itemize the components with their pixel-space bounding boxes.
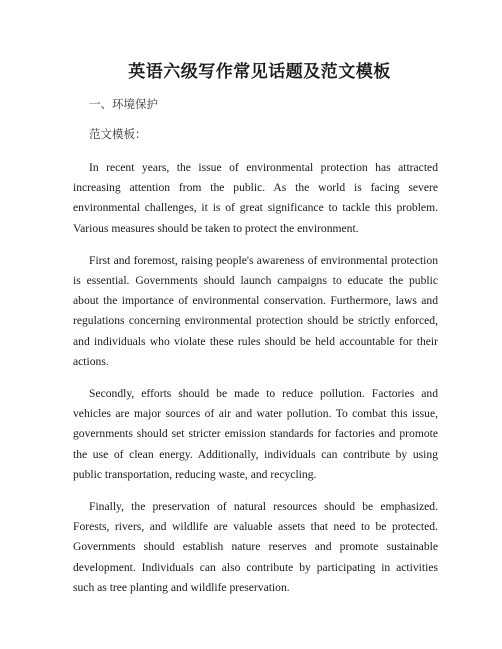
paragraph-2: First and foremost, raising people's awareness of environmental protection is essential. Governments should launch campaigns to educate the public about the importance of environmental conservation. Furthermore, laws and regulations concerning environmental protection should be strictly enforced, and individuals who violate these rules should be held accountable for their actions. <box>73 253 438 368</box>
section-heading: 一、环境保护 <box>89 97 158 111</box>
paragraph-3: Secondly, efforts should be made to reduce pollution. Factories and vehicles are major sources of air and water pollution. To combat this issue, governments should set stricter emission standards for factories and promote the use of clean energy. Additionally, individuals can contribute by using public transportation, reducing waste, and recycling. <box>73 387 438 481</box>
template-label: 范文模板： <box>89 127 147 141</box>
paragraph-4: Finally, the preservation of natural resources should be emphasized. Forests, rivers, and wildlife are valuable assets that need to be protected. Governments should establish nature reserves and promote sustainable development. Individuals can also contribute by participating in activities such as tree planting and wildlife preservation. <box>73 500 438 594</box>
paragraph-1: In recent years, the issue of environmental protection has attracted increasing attention from the public. As the world is facing severe environmental challenges, it is of great significance to tackle this problem. Various measures should be taken to protect the environment. <box>73 161 438 235</box>
document-title: 英语六级写作常见话题及范文模板 <box>128 62 391 82</box>
